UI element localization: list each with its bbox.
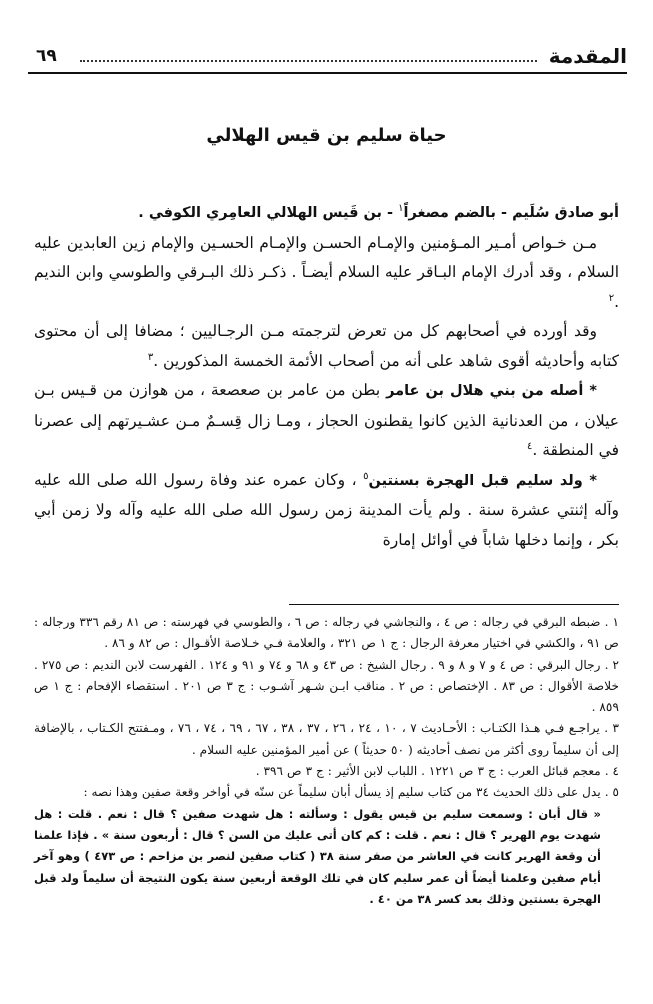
rijal-text: وقد أورده في أصحابهم كل من تعرض لترجمته مـن الرجـاليين ؛ مضافا إلى أن محتوى كتابه وأحاديثه أقوى شاهد على أنه من أصحاب الأئمة الخمسة المذكورين . [34,322,619,370]
paragraph-origin [34,376,619,466]
paragraph-rijal [34,317,619,376]
footnote-5: ٥ . يدل على ذلك الحديث ٣٤ من كتاب سليم إذ يسأل أبان سليماً عن سنّه في أواخر وقعة صفين وهذا نصه : [83,785,619,800]
name-line-b: - بن قَيس الهلالي العامِري الكوفي . [138,205,399,221]
footnote-ref-2: ٢ [608,292,615,304]
section-title: حياة سليم بن قيس الهلالي [206,125,447,146]
paragraph-birth [34,466,619,556]
origin-text: بطن من عامر بن صعصعة ، من هوازن من قـيس بـن عيلان ، من العدنانية الذين كانوا يقطنون الحجاز ، ومـا زال قِسـمٌ مـن عشـيرتهم إلى عصرنا في المنطقة . [34,381,619,459]
header-dot-leader [80,60,537,62]
companions-text: مـن خـواص أمـير المـؤمنين والإمـام الحسـن والإمـام الحسـين والإمام زين العابدين عليه السلام ، وقد أدرك الإمام البـاقر عليه السلام أيضـاً . ذكـر ذلك البـرقي والطوسي وابن النديم . [34,233,619,311]
footnote-4: ٤ . معجم قبائل العرب : ج ٣ ص ١٢٢١ . اللباب لابن الأثير : ج ٣ ص ٣٩٦ . [255,764,619,779]
name-line-a: أبو صادق سُلَيم - بالضم مصغراً [403,205,619,221]
main-text [34,198,619,555]
footnote-ref-4: ٤ [526,440,533,452]
paragraph-name [34,198,619,229]
birth-heading: * ولد سليم قبل الهجرة بسنتين [368,472,597,489]
running-title: المقدمة [548,44,627,68]
page-number: ٦٩ [36,46,57,66]
footnotes [34,612,619,910]
footnote-ref-1: ١ [398,202,404,214]
paragraph-companions [34,229,619,318]
footnote-separator [289,604,619,605]
footnote-5-quote: « قال أبان : وسمعت سليم بن قيس يقول : وسألته : هل شهدت صفين ؟ قال : نعم . قلت : هل شهدت يوم الهرير ؟ قال : نعم . قلت : كم كان أتى عليك من السن ؟ قال : أربعون سنة » . [34,806,601,842]
origin-heading: * أصله من بني هلال بن عامر [386,383,597,399]
page-header [28,42,627,74]
birth-text: ، وكان عمره عند وفاة رسول الله صلى الله عليه وآله إثنتي عشرة سنة . ولم يأت المدينة زمن رسول الله صلى الله عليه وآله ولا زمن أبي بكر ، وإنما دخلها شاباً في أوائل إمارة [34,470,619,549]
footnote-5-rest: فإذا علمنا أن وقعة الهرير كانت في العاشر من صفر سنة ٣٨ ( كتاب صفين لنصر بن مزاحم : ص ٤٧٣ ) وهو آخر أيام صفين وعلمنا أيضاً أن عمر سليم كان في تلك الوقعة أربعين سنة يكون النتيجة أن سليماً ولد قبل الهجرة بسنتين وذلك بعد كسر ٣٨ من ٤٠ . [34,827,601,906]
footnote-ref-3: ٣ [147,351,154,363]
footnote-1: ١ . ضبطه البرقي في رجاله : ص ٤ ، والنجاشي في رجاله : ص ٦ ، والطوسي في فهرسته : ص ٨١ رقم ٣٣٦ ورجاله : ص ٩١ ، والكشي في اختيار معرفة الرجال : ج ١ ص ٣٢١ ، والعلامة فـي خـلاصة الأقـوال : ص ٨٢ و ٨٦ . [34,615,619,651]
footnote-ref-5: ٥ [363,470,369,482]
footnote-3: ٣ . يراجـع فـي هـذا الكتـاب : الأحـاديث ٧ ، ١٠ ، ٢٤ ، ٢٦ ، ٣٧ ، ٣٨ ، ٦٧ ، ٦٩ ، ٧٤ ، ٧٦ ، ومـفتتح الكـتاب ، بالإضافة إلى أن سليماً روى أكثر من نصف أحاديثه ( ٥٠ حديثاً ) عن أمير المؤمنين عليه السلام . [34,721,620,757]
footnote-2: ٢ . رجال البرقي : ص ٤ و ٧ و ٨ و ٩ . رجال الشيخ : ص ٤٣ و ٦٨ و ٧٤ و ٩١ و ١٢٤ . الفهرست لابن النديم : ص ٢٧٥ . خلاصة الأقوال : ص ٨٣ . الإختصاص : ص ٢ . مناقب ابـن شـهر آشـوب : ج ٣ ص ٢٠١ . استقصاء الإفحام : ج ١ ص ٨٥٩ . [34,657,620,715]
footnote-5-continuation [34,804,619,910]
